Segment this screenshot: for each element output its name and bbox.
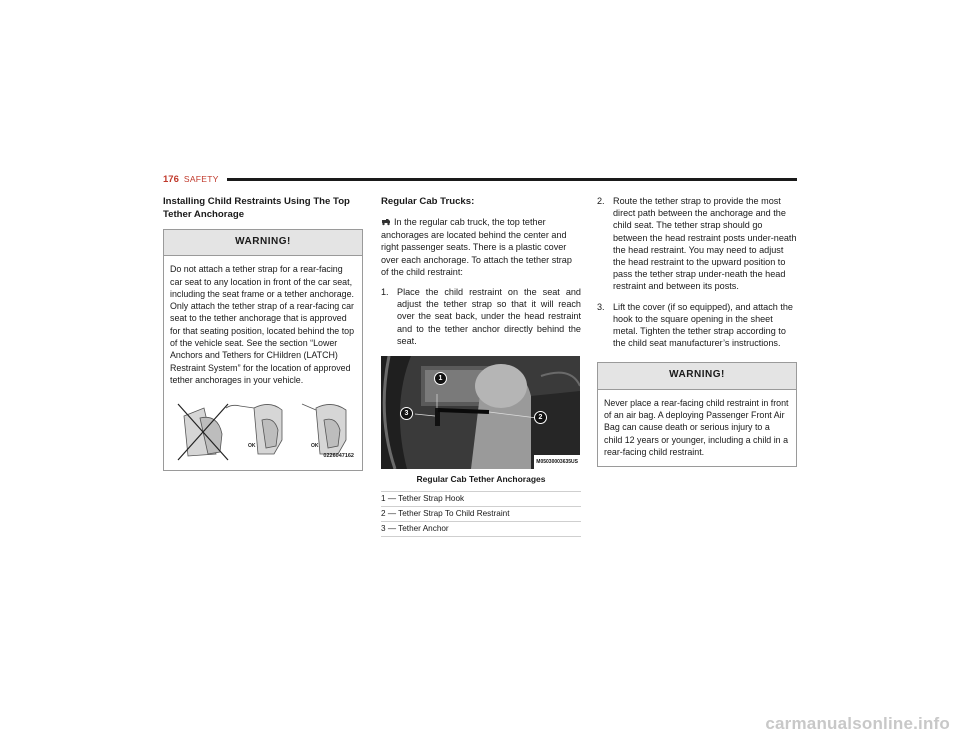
intro-paragraph: [381, 216, 581, 278]
legend-item: 3 — Tether Anchor: [381, 521, 581, 537]
legend-item: 1 — Tether Strap Hook: [381, 491, 581, 506]
left-column: [163, 195, 363, 471]
step-number: 1.: [381, 287, 389, 298]
list-item: [381, 286, 581, 347]
section-title: SAFETY: [183, 174, 219, 184]
list-item: [597, 301, 797, 350]
step-number: 2.: [597, 196, 605, 206]
figure-ok-label: OK: [248, 442, 256, 449]
truck-icon: [381, 217, 391, 229]
figure-code: M05030003635US: [534, 455, 580, 469]
intro-text: In the regular cab truck, the top tether anchorages are located behind the center and right passenger seats. There is a plastic cover over each anchorage. To attach the tether strap of the child restraint:: [381, 217, 572, 277]
figure-code: 0226047162: [323, 452, 354, 459]
callout-1: 1: [434, 372, 447, 385]
legend-item: 2 — Tether Strap To Child Restraint: [381, 506, 581, 521]
warning-text: Do not attach a tether strap for a rear-facing car seat to any location in front of the car seat, including the seat frame or a tether anchorage. Only attach the tether strap of a rear-facing car seat to the tether anchorage that is approved for that seating position, located behind the top of the vehicle seat. See the section “Lower Anchors and Tethers for CHildren (LATCH) Restraint System” for the location of approved tether anchorages in your vehicle.: [170, 264, 355, 385]
right-column: [597, 195, 797, 467]
callout-2: 2: [534, 411, 547, 424]
figure-ok-label: OK: [311, 442, 319, 449]
figure-legend: [381, 491, 581, 537]
warning-title: WARNING!: [598, 363, 796, 389]
page-number: 176: [163, 173, 179, 185]
step-text: Place the child restraint on the seat and adjust the tether strap so that it will reach over the seat back, under the head restraint and to the tether anchor directly behind the seat.: [397, 287, 581, 346]
step-number: 3.: [597, 301, 605, 312]
warning-title: WARNING!: [164, 230, 362, 256]
child-seat-illustration: [170, 394, 356, 464]
figure-caption: Regular Cab Tether Anchorages: [416, 474, 546, 485]
section-heading: Installing Child Restraints Using The Top Tether Anchorage: [163, 196, 350, 220]
header-rule: [227, 178, 797, 181]
list-item: [597, 195, 797, 293]
watermark: carmanualsonline.info: [765, 714, 950, 733]
middle-column: [381, 195, 581, 537]
tether-anchorage-photo: [381, 356, 580, 469]
warning-box: [163, 229, 363, 471]
subsection-heading: Regular Cab Trucks:: [381, 196, 475, 207]
step-text: Route the tether strap to provide the most direct path between the anchorage and the child seat. The tether strap should go between the head restraint posts under-neath the head restraint. You may need to adjust the head restraint to the upward position to pass the tether strap under-neath the head restraint and between its posts.: [613, 196, 797, 292]
warning-text: Never place a rear-facing child restraint in front of an air bag. A deploying Passenger Front Air Bag can cause death or serious injury to a child 12 years or younger, including a child in a rear-facing child restraint.: [604, 397, 789, 457]
warning-box: [597, 362, 797, 467]
page-header: [163, 172, 797, 186]
step-text: Lift the cover (if so equipped), and attach the hook to the square opening in the sheet metal. Tighten the tether strap according to the child seat manufacturer’s instructions.: [613, 301, 793, 349]
callout-3: 3: [400, 407, 413, 420]
